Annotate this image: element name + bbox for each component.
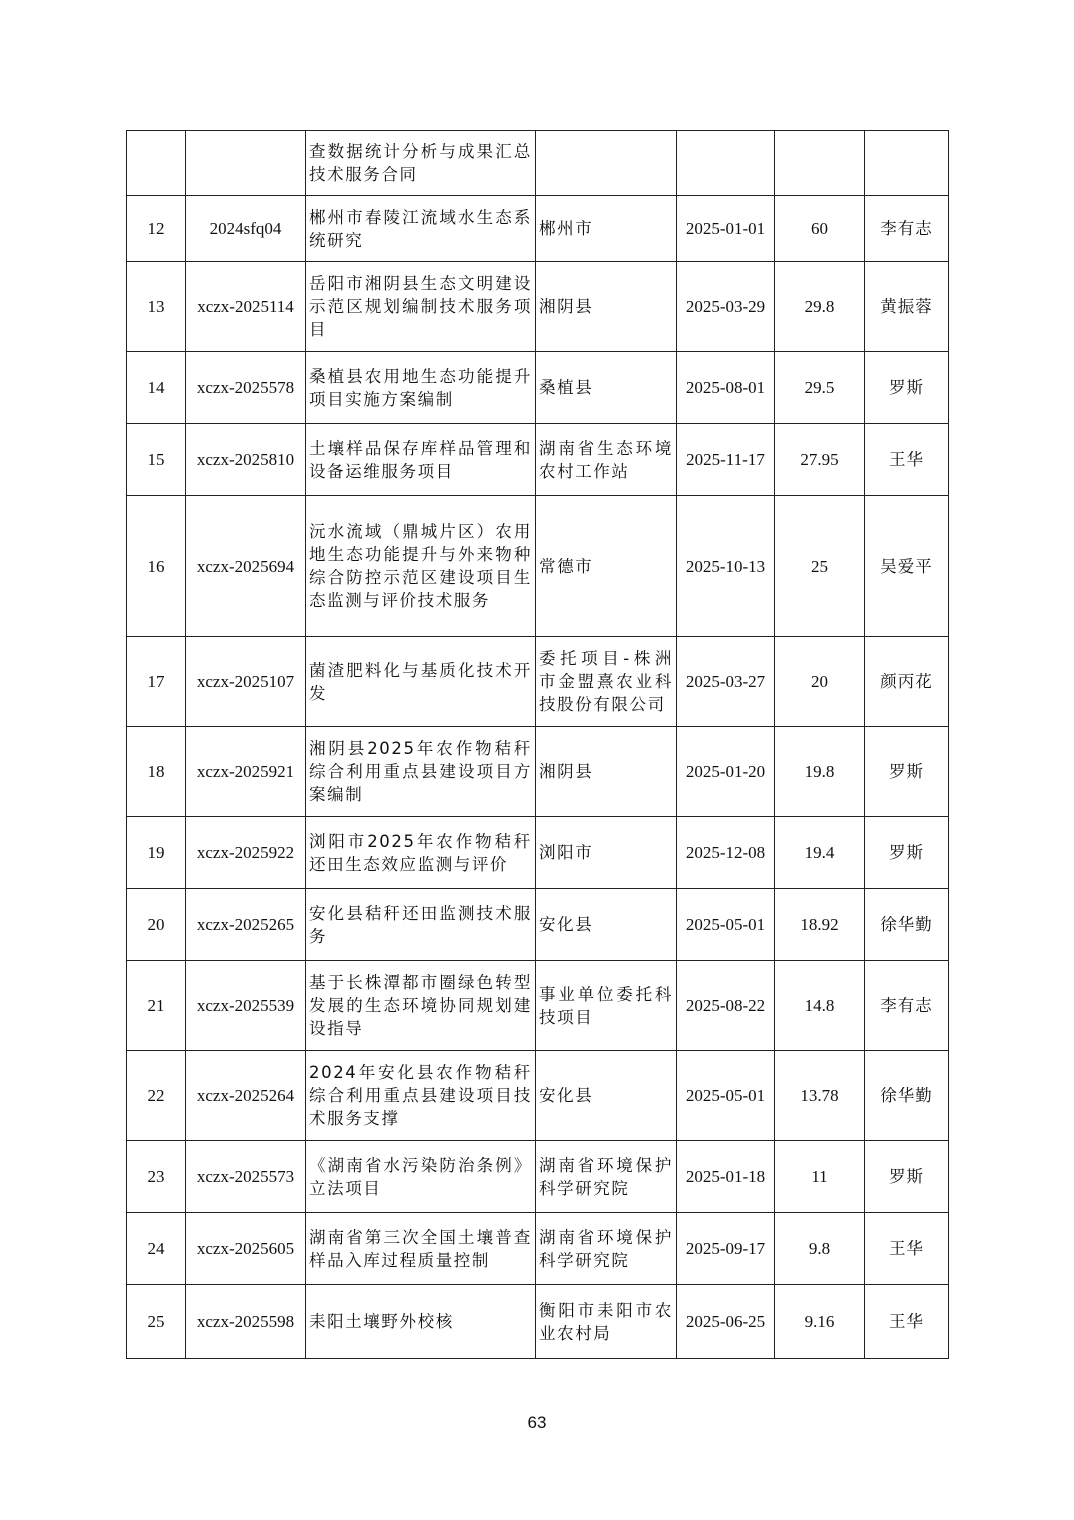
client-name xyxy=(536,131,677,196)
start-date: 2025-05-01 xyxy=(677,889,775,961)
start-date xyxy=(677,131,775,196)
row-number: 17 xyxy=(127,637,186,727)
start-date: 2025-10-13 xyxy=(677,496,775,637)
row-number: 23 xyxy=(127,1141,186,1213)
client-name: 事业单位委托科技项目 xyxy=(536,961,677,1051)
project-leader: 徐华勤 xyxy=(865,889,949,961)
project-leader: 罗斯 xyxy=(865,1141,949,1213)
project-name: 安化县秸秆还田监测技术服务 xyxy=(306,889,536,961)
table-row xyxy=(127,424,949,496)
row-number: 18 xyxy=(127,727,186,817)
contract-amount: 60 xyxy=(775,196,865,262)
project-name: 查数据统计分析与成果汇总技术服务合同 xyxy=(306,131,536,196)
project-name: 耒阳土壤野外校核 xyxy=(306,1285,536,1359)
table-row xyxy=(127,496,949,637)
table-row xyxy=(127,196,949,262)
table-row xyxy=(127,961,949,1051)
client-name: 浏阳市 xyxy=(536,817,677,889)
project-leader xyxy=(865,131,949,196)
project-code xyxy=(186,131,306,196)
project-leader: 罗斯 xyxy=(865,727,949,817)
start-date: 2025-12-08 xyxy=(677,817,775,889)
start-date: 2025-05-01 xyxy=(677,1051,775,1141)
project-code: xczx-2025539 xyxy=(186,961,306,1051)
table-row xyxy=(127,1051,949,1141)
project-name: 郴州市春陵江流域水生态系统研究 xyxy=(306,196,536,262)
contract-amount: 9.16 xyxy=(775,1285,865,1359)
project-leader: 王华 xyxy=(865,1285,949,1359)
project-name: 菌渣肥料化与基质化技术开发 xyxy=(306,637,536,727)
project-code: xczx-2025810 xyxy=(186,424,306,496)
page-number: 63 xyxy=(527,1413,547,1432)
row-number: 14 xyxy=(127,352,186,424)
contract-amount: 29.8 xyxy=(775,262,865,352)
project-name: 土壤样品保存库样品管理和设备运维服务项目 xyxy=(306,424,536,496)
project-leader: 黄振蓉 xyxy=(865,262,949,352)
client-name: 郴州市 xyxy=(536,196,677,262)
row-number: 21 xyxy=(127,961,186,1051)
start-date: 2025-11-17 xyxy=(677,424,775,496)
table-row xyxy=(127,262,949,352)
start-date: 2025-03-29 xyxy=(677,262,775,352)
client-name: 委托项目-株洲市金盟熹农业科技股份有限公司 xyxy=(536,637,677,727)
project-code: xczx-2025598 xyxy=(186,1285,306,1359)
project-code: xczx-2025114 xyxy=(186,262,306,352)
client-name: 湖南省环境保护科学研究院 xyxy=(536,1141,677,1213)
project-code: xczx-2025922 xyxy=(186,817,306,889)
client-name: 安化县 xyxy=(536,1051,677,1141)
project-leader: 罗斯 xyxy=(865,352,949,424)
contract-amount xyxy=(775,131,865,196)
project-name: 基于长株潭都市圈绿色转型发展的生态环境协同规划建设指导 xyxy=(306,961,536,1051)
project-code: xczx-2025694 xyxy=(186,496,306,637)
project-leader: 王华 xyxy=(865,424,949,496)
project-leader: 李有志 xyxy=(865,196,949,262)
client-name: 湖南省生态环境农村工作站 xyxy=(536,424,677,496)
start-date: 2025-08-01 xyxy=(677,352,775,424)
row-number: 13 xyxy=(127,262,186,352)
start-date: 2025-01-01 xyxy=(677,196,775,262)
row-number: 15 xyxy=(127,424,186,496)
project-name: 2024年安化县农作物秸秆综合利用重点县建设项目技术服务支撑 xyxy=(306,1051,536,1141)
start-date: 2025-09-17 xyxy=(677,1213,775,1285)
row-number xyxy=(127,131,186,196)
row-number: 19 xyxy=(127,817,186,889)
row-number: 12 xyxy=(127,196,186,262)
client-name: 湘阴县 xyxy=(536,262,677,352)
project-leader: 李有志 xyxy=(865,961,949,1051)
table-row xyxy=(127,889,949,961)
row-number: 25 xyxy=(127,1285,186,1359)
contract-amount: 20 xyxy=(775,637,865,727)
project-name: 岳阳市湘阴县生态文明建设示范区规划编制技术服务项目 xyxy=(306,262,536,352)
table-row xyxy=(127,131,949,196)
client-name: 湘阴县 xyxy=(536,727,677,817)
row-number: 20 xyxy=(127,889,186,961)
contract-amount: 25 xyxy=(775,496,865,637)
contract-amount: 11 xyxy=(775,1141,865,1213)
project-code: xczx-2025107 xyxy=(186,637,306,727)
project-leader: 徐华勤 xyxy=(865,1051,949,1141)
project-leader: 颜丙花 xyxy=(865,637,949,727)
contract-amount: 27.95 xyxy=(775,424,865,496)
project-name: 沅水流域（鼎城片区）农用地生态功能提升与外来物种综合防控示范区建设项目生态监测与评价技术服务 xyxy=(306,496,536,637)
project-name: 湖南省第三次全国土壤普查样品入库过程质量控制 xyxy=(306,1213,536,1285)
project-leader: 王华 xyxy=(865,1213,949,1285)
project-code: xczx-2025578 xyxy=(186,352,306,424)
start-date: 2025-01-20 xyxy=(677,727,775,817)
start-date: 2025-06-25 xyxy=(677,1285,775,1359)
contract-amount: 13.78 xyxy=(775,1051,865,1141)
contract-amount: 9.8 xyxy=(775,1213,865,1285)
client-name: 安化县 xyxy=(536,889,677,961)
row-number: 22 xyxy=(127,1051,186,1141)
start-date: 2025-03-27 xyxy=(677,637,775,727)
table-row xyxy=(127,352,949,424)
project-code: xczx-2025573 xyxy=(186,1141,306,1213)
project-code: xczx-2025264 xyxy=(186,1051,306,1141)
table-row xyxy=(127,727,949,817)
projects-table xyxy=(126,130,949,1359)
row-number: 24 xyxy=(127,1213,186,1285)
row-number: 16 xyxy=(127,496,186,637)
client-name: 湖南省环境保护科学研究院 xyxy=(536,1213,677,1285)
client-name: 桑植县 xyxy=(536,352,677,424)
table-row xyxy=(127,1213,949,1285)
project-name: 桑植县农用地生态功能提升项目实施方案编制 xyxy=(306,352,536,424)
project-leader: 吴爱平 xyxy=(865,496,949,637)
contract-amount: 19.4 xyxy=(775,817,865,889)
project-name: 湘阴县2025年农作物秸秆综合利用重点县建设项目方案编制 xyxy=(306,727,536,817)
contract-amount: 14.8 xyxy=(775,961,865,1051)
contract-amount: 29.5 xyxy=(775,352,865,424)
table-row xyxy=(127,1285,949,1359)
project-leader: 罗斯 xyxy=(865,817,949,889)
table-row xyxy=(127,637,949,727)
project-name: 《湖南省水污染防治条例》立法项目 xyxy=(306,1141,536,1213)
start-date: 2025-08-22 xyxy=(677,961,775,1051)
project-code: xczx-2025605 xyxy=(186,1213,306,1285)
client-name: 衡阳市耒阳市农业农村局 xyxy=(536,1285,677,1359)
client-name: 常德市 xyxy=(536,496,677,637)
start-date: 2025-01-18 xyxy=(677,1141,775,1213)
table-row xyxy=(127,817,949,889)
table-row xyxy=(127,1141,949,1213)
project-code: xczx-2025921 xyxy=(186,727,306,817)
contract-amount: 19.8 xyxy=(775,727,865,817)
project-name: 浏阳市2025年农作物秸秆还田生态效应监测与评价 xyxy=(306,817,536,889)
project-code: xczx-2025265 xyxy=(186,889,306,961)
project-code: 2024sfq04 xyxy=(186,196,306,262)
contract-amount: 18.92 xyxy=(775,889,865,961)
